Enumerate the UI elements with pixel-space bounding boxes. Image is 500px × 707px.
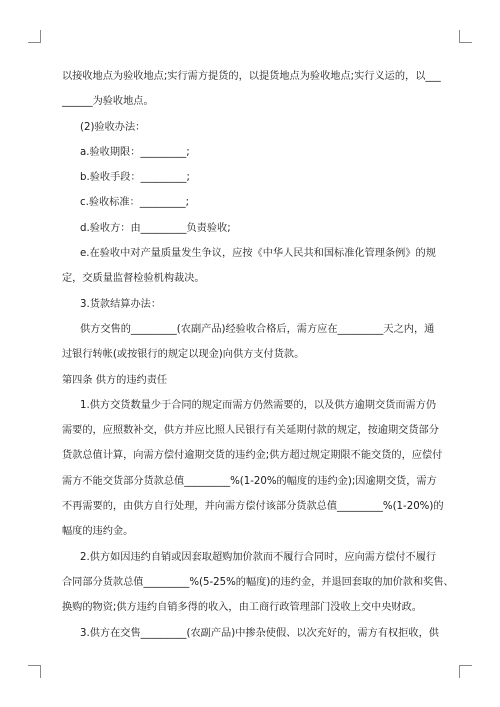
text-line: ______为验收地点。 <box>62 96 154 108</box>
text-line: 需方不能交货部分货款总值_________%(1-20%的幅度的违约金);因逾期交货，需方 <box>62 475 437 487</box>
text-line: b.验收手段：_________; <box>80 172 190 184</box>
text-line: 过银行转帐(或按银行的规定以现金)向供方支付货款。 <box>62 349 305 361</box>
text-line: 合同部分货款总值_________%(5-25%的幅度)的违约金，并退回套取的加价款和奖售、 <box>62 576 454 588</box>
text-line: 以接收地点为验收地点;实行需方提货的，以提货地点为验收地点;实行义运的，以___ <box>62 71 441 82</box>
crop-mark-top-right <box>459 30 472 43</box>
article-heading: 第四条 供方的违约责任 <box>62 374 168 386</box>
text-line: 1.供方交货数量少于合同的规定而需方仍然需要的，以及供方逾期交货而需方仍 <box>80 399 437 411</box>
document-body <box>62 70 454 652</box>
text-line: 不再需要的，由供方自行处理，并向需方偿付该部分货款总值_________%(1-20%)的 <box>62 501 444 513</box>
text-line: e.在验收中对产量质量发生争议，应按《中华人民共和国标准化管理条例》的规 <box>80 248 436 260</box>
section-heading: (2)验收办法： <box>80 121 146 133</box>
crop-mark-bottom-right <box>459 665 472 678</box>
text-line: 定，交质量监督检验机构裁决。 <box>62 273 205 285</box>
text-line: 货款总值计算，向需方偿付逾期交货的违约金;供方超过规定期限不能交货的，应偿付 <box>62 450 443 462</box>
text-line: c.验收标准：_________; <box>80 197 190 209</box>
crop-mark-top-left <box>28 30 41 43</box>
section-heading: 3.货款结算办法： <box>80 298 162 310</box>
text-line: 3.供方在交售_________(农副产品)中掺杂使假、以次充好的，需方有权拒收，供 <box>80 627 439 639</box>
text-line: 供方交售的_________(农副产品)经验收合格后，需方应在_________天之内，通 <box>80 323 435 335</box>
text-line: 2.供方如因违约自销或因套取超购加价款而不履行合同时，应向需方偿付不履行 <box>80 551 437 563</box>
crop-mark-bottom-left <box>28 665 41 678</box>
text-line: 换购的物资;供方违约自销多得的收入，由工商行政管理部门没收上交中央财政。 <box>62 602 422 614</box>
text-line: 幅度的违约金。 <box>62 526 134 538</box>
text-line: 需要的，应照数补交，供方并应比照人民银行有关延期付款的规定，按逾期交货部分 <box>62 425 439 437</box>
text-line: d.验收方：由_________负责验收; <box>80 222 231 234</box>
text-line: a.验收期限：_________; <box>80 146 190 158</box>
